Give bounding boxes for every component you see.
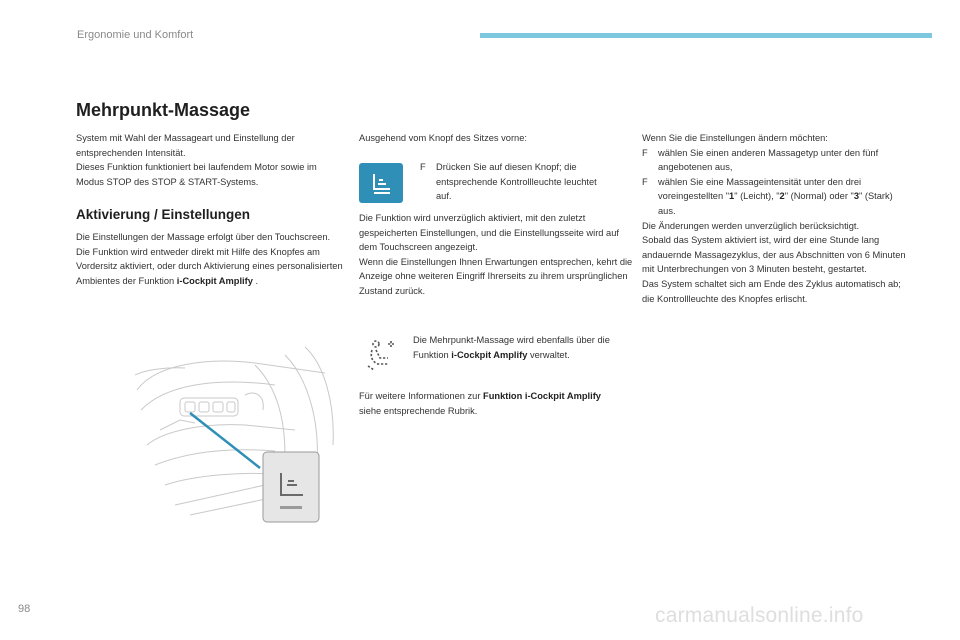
function-name: i-Cockpit Amplify (451, 349, 528, 360)
i-cockpit-amplify-icon (362, 336, 400, 374)
activated-text (359, 211, 634, 299)
bullet-mark: F (642, 176, 648, 187)
seat-illustration (135, 335, 340, 525)
activated-paragraph: Wenn die Einstellungen Ihnen Erwartungen entsprechen, kehrt die Anzeige ohne weiteren Eingriff Ihrerseits zu ihrem ursprünglichen Zustand zurück. (359, 256, 633, 296)
page-number: 98 (18, 603, 31, 615)
bullet-mark: F (420, 162, 426, 172)
list-item (420, 160, 605, 204)
bullet-text: wählen Sie eine Massageintensität unter den drei voreingestellten "1" (Leicht), "2" (Normal) oder "3" (Stark) aus. (658, 176, 893, 216)
change-intro: Wenn Sie die Einstellungen ändern möchten: (642, 133, 828, 143)
watermark: carmanualsonline.info (655, 604, 864, 627)
right-paragraph: Sobald das System aktiviert ist, wird der eine Stunde lang andauernde Massagezyklus, der aus Abschnitten von 6 Minuten mit Unterbrechungen von 3 Minuten besteht, gestartet. (642, 235, 906, 275)
activated-paragraph: Die Funktion wird unverzüglich aktiviert, mit den zuletzt gespeicherten Einstellungen, und die Einstellungsseite wird auf dem Touchscreen angezeigt. (359, 213, 619, 253)
function-name: i-Cockpit Amplify (176, 275, 253, 286)
bullet-text: wählen Sie einen anderen Massagetyp unter den fünf angebotenen aus, (658, 147, 879, 173)
press-text: Drücken Sie auf diesen Knopf; die entsprechende Kontrollleuchte leuchtet auf. (436, 162, 597, 202)
more-info-text: Für weitere Informationen zur Funktion i-Cockpit Amplify siehe entsprechende Rubrik. (359, 391, 601, 416)
cockpit-text: Die Mehrpunkt-Massage wird ebenfalls über die Funktion i-Cockpit Amplify verwaltet. (413, 335, 610, 360)
activation-paragraph: Die Einstellungen der Massage erfolgt über den Touchscreen. (76, 232, 331, 242)
section-title: Aktivierung / Einstellungen (76, 207, 251, 222)
right-column-text (642, 131, 912, 306)
starting-text: Ausgehend vom Knopf des Sitzes vorne: (359, 133, 527, 143)
function-name: Funktion i-Cockpit Amplify (483, 391, 601, 401)
seat-massage-icon (359, 163, 403, 203)
activation-text (76, 230, 346, 288)
section-header: Ergonomie und Komfort (77, 29, 194, 41)
bullet-mark: F (642, 147, 648, 158)
intro-text (76, 131, 346, 189)
page-title: Mehrpunkt-Massage (76, 100, 251, 120)
right-paragraph: Das System schaltet sich am Ende des Zyklus automatisch ab; die Kontrollleuchte des Knopfes erlischt. (642, 278, 901, 304)
activation-paragraph: Die Funktion wird entweder direkt mit Hilfe des Knopfes am Vordersitz aktiviert, oder durch Aktivierung eines personalisierten Ambientes der Funktion i-Cockpit Amplify . (76, 246, 343, 286)
intro-paragraph: Dieses Funktion funktioniert bei laufendem Motor sowie im Modus STOP des STOP & START-Systems. (76, 162, 317, 187)
header-bar (480, 33, 932, 38)
list-item (642, 146, 912, 175)
right-paragraph: Die Änderungen werden unverzüglich berücksichtigt. (642, 220, 860, 231)
list-item (642, 175, 912, 219)
intro-paragraph: System mit Wahl der Massageart und Einstellung der entsprechenden Intensität. (76, 133, 295, 158)
press-button-instruction (420, 160, 605, 204)
